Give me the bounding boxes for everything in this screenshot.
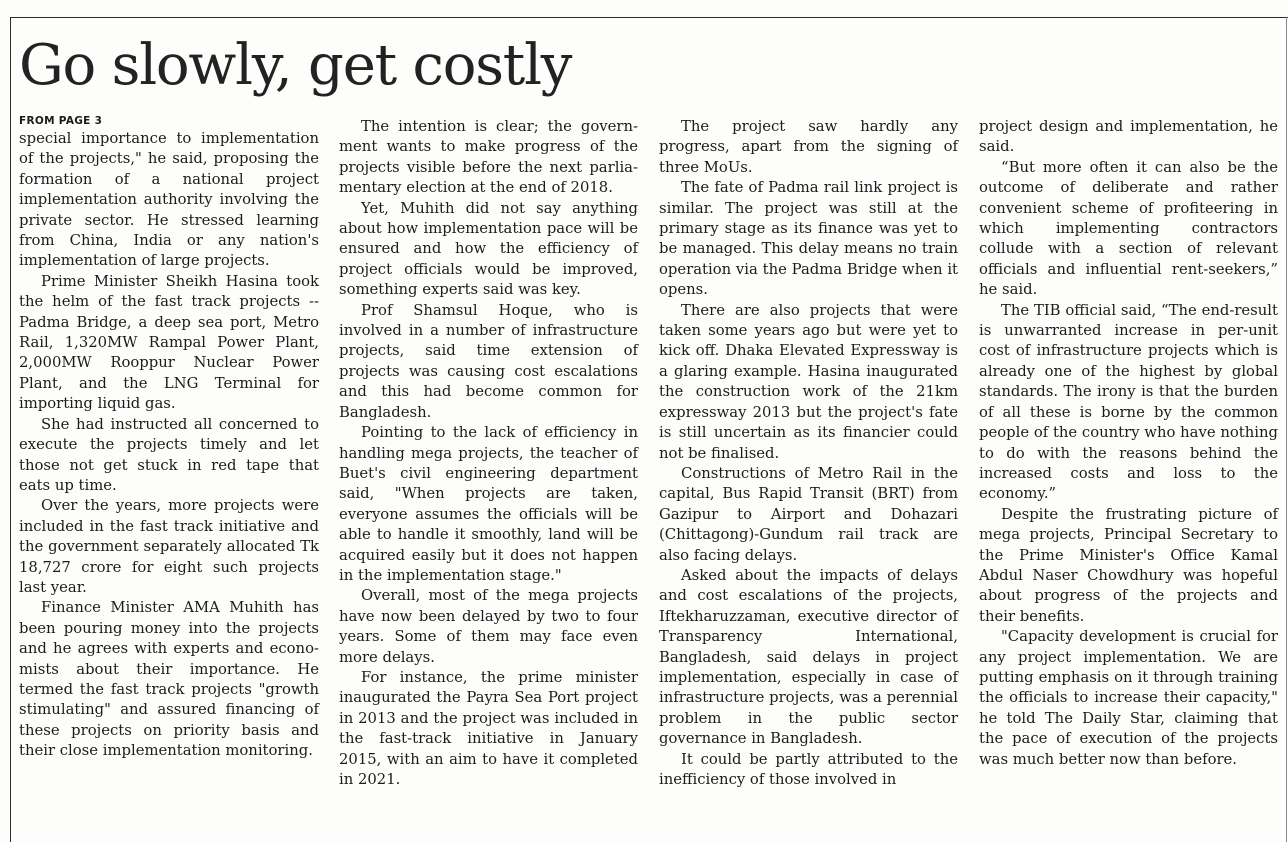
article-column-4: [979, 117, 1278, 770]
paragraph: Yet, Muhith did not say anything about how implementation pace will be ensured and how the efficiency of project officials would be improved, something experts said was key.: [339, 199, 638, 299]
paragraph: It could be partly attributed to the inefficiency of those involved in: [659, 750, 958, 788]
paragraph: project design and implementation, he said.: [979, 118, 1278, 156]
headline: Go slowly, get costly: [19, 33, 572, 98]
left-column-rule: [10, 17, 11, 842]
paragraph: "Capacity development is crucial for any project implementation. We are putting emphasis on it through training the officials to increase their capacity," he told The Daily Star, claiming that the pace of execution of the projects was much better now than before.: [979, 628, 1278, 768]
article-column-3: [659, 117, 958, 790]
paragraph: “But more often it can also be the outcome of deliberate and rather convenient scheme of profiteering in which implementing contractors collude with a section of relevant officials and influential rent-seekers,” he said.: [979, 158, 1278, 299]
top-rule: [10, 17, 1288, 18]
paragraph: The project saw hardly any progress, apart from the signing of three MoUs.: [659, 118, 958, 176]
paragraph: Over the years, more projects were included in the fast track initiative and the government separately allocated Tk 18,727 crore for eight such projects last year.: [19, 497, 319, 596]
continuation-kicker: FROM PAGE 3: [19, 115, 103, 127]
paragraph: There are also projects that were taken some years ago but were yet to kick off. Dhaka Elevated Expressway is a glaring example. Hasina inaugurated the construction work of the 21km expressway 2013 but the project's fate is still uncertain as its financier could not be finalised.: [659, 301, 958, 462]
paragraph: The TIB official said, “The end-result is unwarranted increase in per-unit cost of infrastructure projects which is already one of the highest by global standards. The irony is that the burden of all these is borne by the common people of the country who have nothing to do with the reasons behind the increased costs and loss to the economy.”: [979, 301, 1278, 503]
paragraph: The fate of Padma rail link project is similar. The project was still at the primary stage as its finance was yet to be managed. This delay means no train operation via the Padma Bridge when it opens.: [659, 179, 958, 299]
right-column-rule: [1286, 17, 1287, 842]
paragraph: Asked about the impacts of delays and cost escalations of the projects, Iftekharuzzaman, executive director of Transparency International, Bangladesh, said delays in project implementation, especially in case of infrastructure projects, was a perennial problem in the public sector governance in Bangladesh.: [659, 566, 958, 748]
paragraph: Finance Minister AMA Muhith has been pouring money into the projects and he agrees with experts and economists about their importance. He termed the fast track projects "growth stimulating" and assured financing of these projects on priority basis and their close implementation monitoring.: [19, 599, 319, 760]
paragraph: Pointing to the lack of efficiency in handling mega projects, the teacher of Buet's civil engineering department said, "When projects are taken, everyone assumes the officials will be able to handle it smoothly, land will be acquired easily but it does not happen in the implementation stage.": [339, 424, 638, 584]
paragraph: special importance to implementation of the projects," he said, proposing the formation of a national project implementation authority involving the private sector. He stressed learning from China, India or any nation's implementation of large projects.: [19, 130, 319, 270]
paragraph: Constructions of Metro Rail in the capital, Bus Rapid Transit (BRT) from Gazipur to Airport and Dohazari (Chittagong)-Gundum rail track are also facing delays.: [659, 464, 958, 564]
article-column-2: [339, 117, 638, 790]
paragraph: She had instructed all concerned to execute the projects timely and let those not get stuck in red tape that eats up time.: [19, 415, 319, 494]
paragraph: For instance, the prime minister inaugurated the Payra Sea Port project in 2013 and the project was included in the fast-track initiative in January 2015, with an aim to have it completed in 2021.: [339, 668, 638, 788]
article-column-1: [19, 115, 319, 762]
paragraph: Overall, most of the mega projects have now been delayed by two to four years. Some of them may face even more delays.: [339, 587, 638, 666]
paragraph: The intention is clear; the government wants to make progress of the projects visible before the next parliamentary election at the end of 2018.: [339, 118, 638, 197]
paragraph: Prof Shamsul Hoque, who is involved in a number of infrastructure projects, said time extension of projects was causing cost escalations and this had become common for Bangladesh.: [339, 301, 638, 421]
paragraph: Prime Minister Sheikh Hasina took the helm of the fast track projects -- Padma Bridge, a deep sea port, Metro Rail, 1,320MW Rampal Power Plant, 2,000MW Rooppur Nuclear Power Plant, and the LNG Terminal for importing liquid gas.: [19, 272, 319, 413]
paragraph: Despite the frustrating picture of mega projects, Principal Secretary to the Prime Minister's Office Kamal Abdul Naser Chowdhury was hopeful about progress of the projects and their benefits.: [979, 505, 1278, 625]
